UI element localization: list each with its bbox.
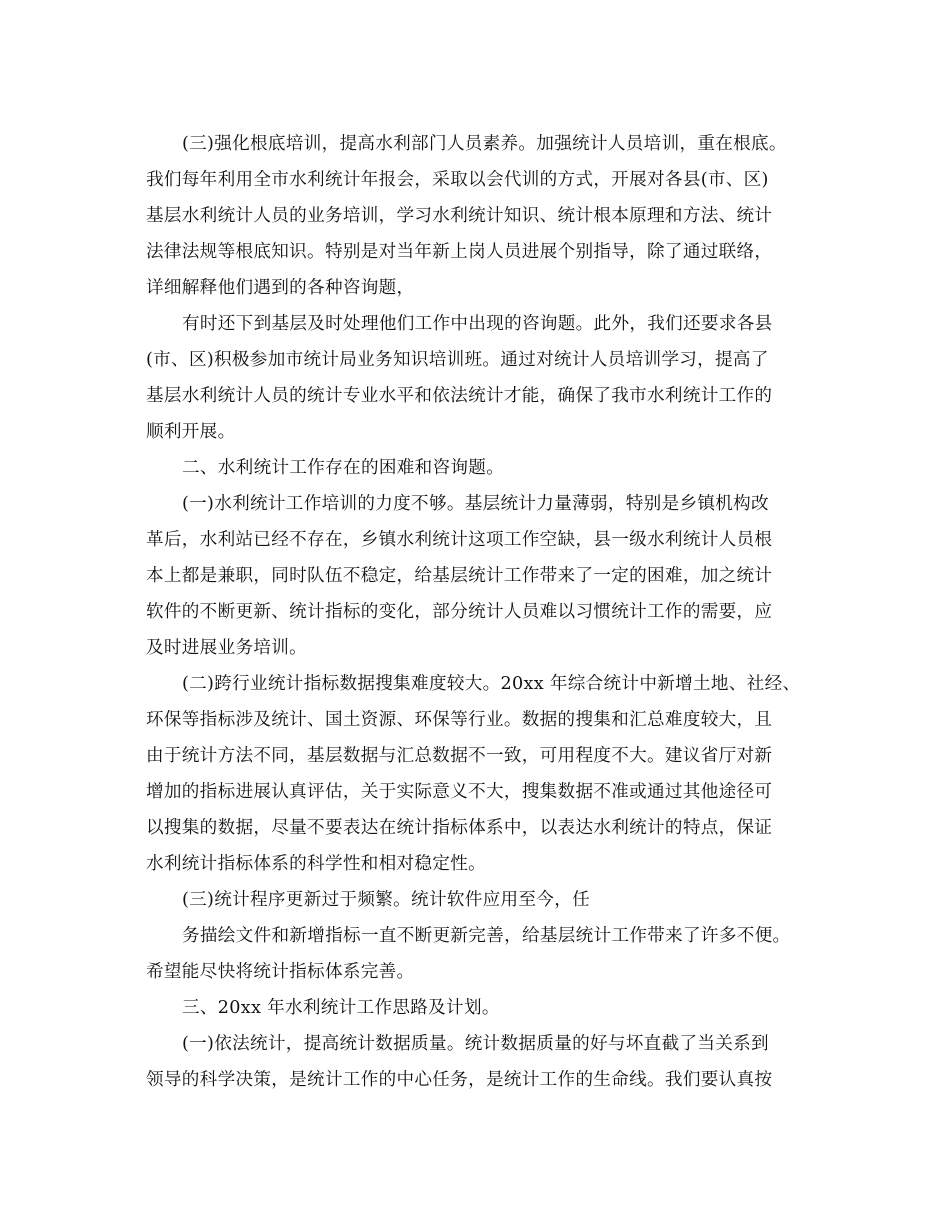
paragraph-line: (二)跨行业统计指标数据搜集难度较大。20xx 年综合统计中新增土地、社经、 — [182, 674, 801, 694]
paragraph-line: 水利统计指标体系的科学性和相对稳定性。 — [146, 854, 486, 874]
paragraph-line: 我们每年利用全市水利统计年报会，采取以会代训的方式，开展对各县(市、区) — [146, 170, 769, 190]
paragraph-line: (三)统计程序更新过于频繁。统计软件应用至今，任 — [182, 890, 590, 910]
paragraph-line: 革后，水利站已经不存在，乡镇水利统计这项工作空缺，县一级水利统计人员根 — [146, 530, 773, 550]
paragraph-line: 领导的科学决策，是统计工作的中心任务，是统计工作的生命线。我们要认真按 — [146, 1070, 773, 1090]
paragraph-line: 由于统计方法不同，基层数据与汇总数据不一致，可用程度不大。建议省厅对新 — [146, 746, 773, 766]
paragraph-line: 软件的不断更新、统计指标的变化，部分统计人员难以习惯统计工作的需要，应 — [146, 602, 773, 622]
paragraph-line: 增加的指标进展认真评估，关于实际意义不大，搜集数据不准或通过其他途径可 — [146, 782, 773, 802]
paragraph-line: 以搜集的数据，尽量不要表达在统计指标体系中，以表达水利统计的特点，保证 — [146, 818, 773, 838]
paragraph-line: 环保等指标涉及统计、国土资源、环保等行业。数据的搜集和汇总难度较大，且 — [146, 710, 773, 730]
paragraph-line: 有时还下到基层及时处理他们工作中出现的咨询题。此外，我们还要求各县 — [182, 314, 773, 334]
paragraph-line: 务描绘文件和新增指标一直不断更新完善，给基层统计工作带来了许多不便。 — [182, 926, 791, 946]
paragraph-line: 详细解释他们遇到的各种咨询题， — [146, 278, 415, 298]
section-heading: 二、水利统计工作存在的困难和咨询题。 — [182, 458, 505, 478]
section-heading: 三、20xx 年水利统计工作思路及计划。 — [182, 998, 500, 1018]
paragraph-line: 希望能尽快将统计指标体系完善。 — [146, 962, 415, 982]
paragraph-line: 顺利开展。 — [146, 422, 236, 442]
paragraph-line: 法律法规等根底知识。特别是对当年新上岗人员进展个别指导，除了通过联络， — [146, 242, 773, 262]
paragraph-line: (一)水利统计工作培训的力度不够。基层统计力量薄弱，特别是乡镇机构改 — [182, 494, 769, 514]
paragraph-line: 基层水利统计人员的统计专业水平和依法统计才能，确保了我市水利统计工作的 — [146, 386, 773, 406]
paragraph-line: (一)依法统计，提高统计数据质量。统计数据质量的好与坏直截了当关系到 — [182, 1034, 769, 1054]
paragraph-line: (三)强化根底培训，提高水利部门人员素养。加强统计人员培训，重在根底。 — [182, 134, 787, 154]
paragraph-line: 本上都是兼职，同时队伍不稳定，给基层统计工作带来了一定的困难，加之统计 — [146, 566, 773, 586]
paragraph-line: (市、区)积极参加市统计局业务知识培训班。通过对统计人员培训学习，提高了 — [146, 350, 769, 370]
paragraph-line: 及时进展业务培训。 — [146, 638, 308, 658]
paragraph-line: 基层水利统计人员的业务培训，学习水利统计知识、统计根本原理和方法、统计 — [146, 206, 773, 226]
